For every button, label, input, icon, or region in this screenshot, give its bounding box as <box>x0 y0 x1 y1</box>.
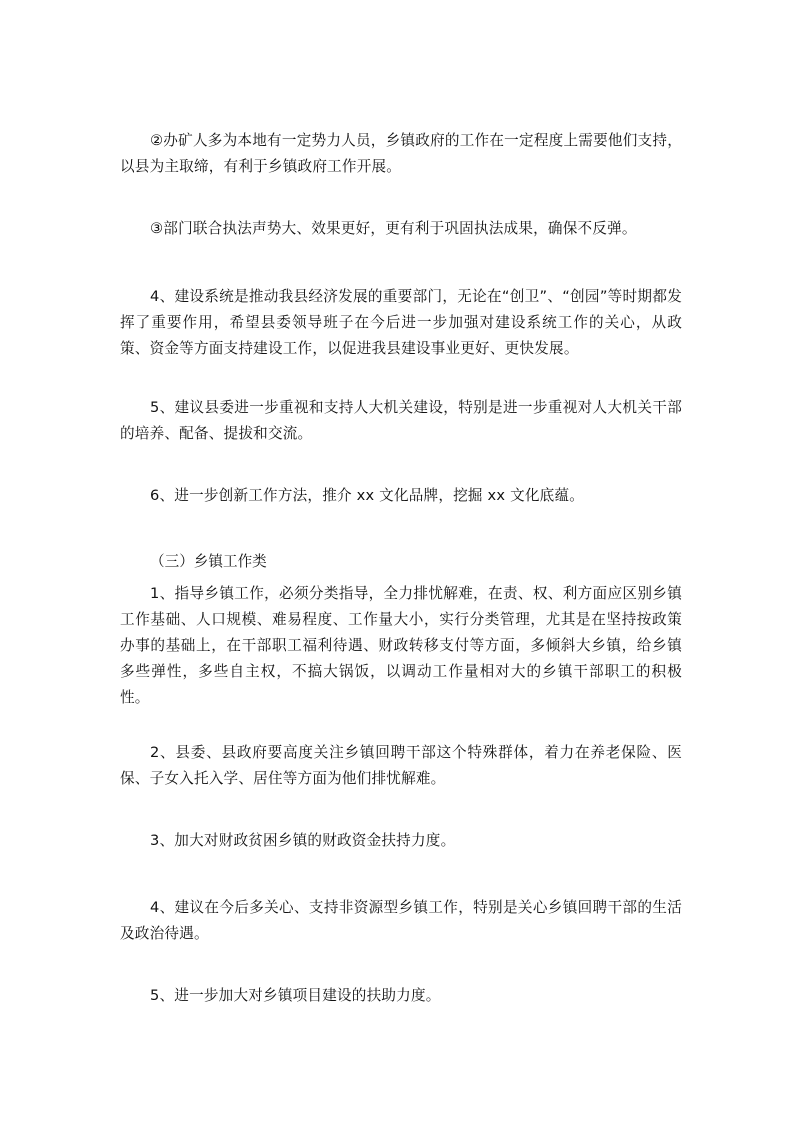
paragraph-joint-enforcement: ③部门联合执法声势大、效果更好，更有利于巩固执法成果，确保不反弹。 <box>150 220 637 237</box>
paragraph-culture-brand: 6、进一步创新工作方法，推介 xx 文化品牌，挖掘 xx 文化底蕴。 <box>150 487 585 504</box>
paragraph-mining-operators: ②办矿人多为本地有一定势力人员，乡镇政府的工作在一定程度上需要他们支持，以县为主取缔，有利于乡镇政府工作开展。 <box>120 132 682 175</box>
paragraph-npc-organs: 5、建议县委进一步重视和支持人大机关建设，特别是进一步重视对人大机关干部的培养、配备、提拔和交流。 <box>120 399 682 442</box>
paragraph-construction-system: 4、建设系统是推动我县经济发展的重要部门，无论在“创卫”、“创园”等时期都发挥了重要作用，希望县委领导班子在今后进一步加强对建设系统工作的关心，从政策、资金等方面支持建设工作，以促进我县建设事业更好、更快发展。 <box>120 288 682 357</box>
paragraph-township-guidance: 1、指导乡镇工作，必须分类指导，全力排忧解难，在责、权、利方面应区别乡镇工作基础、人口规模、难易程度、工作量大小，实行分类管理，尤其是在坚持按政策办事的基础上，在干部职工福利待遇、财政转移支付等方面，多倾斜大乡镇，给乡镇多些弹性，多些自主权，不搞大锅饭，以调动工作量相对大的乡镇干部职工的积极性。 <box>120 585 682 706</box>
section-heading-township-work: （三）乡镇工作类 <box>150 553 267 570</box>
paragraph-non-resource-townships: 4、建议在今后多关心、支持非资源型乡镇工作，特别是关心乡镇回聘干部的生活及政治待遇。 <box>120 899 682 942</box>
paragraph-financial-support: 3、加大对财政贫困乡镇的财政资金扶持力度。 <box>150 832 456 849</box>
paragraph-project-support: 5、进一步加大对乡镇项目建设的扶助力度。 <box>150 987 441 1004</box>
paragraph-rehired-cadres: 2、县委、县政府要高度关注乡镇回聘干部这个特殊群体，着力在养老保险、医保、子女入托入学、居住等方面为他们排忧解难。 <box>120 744 682 787</box>
